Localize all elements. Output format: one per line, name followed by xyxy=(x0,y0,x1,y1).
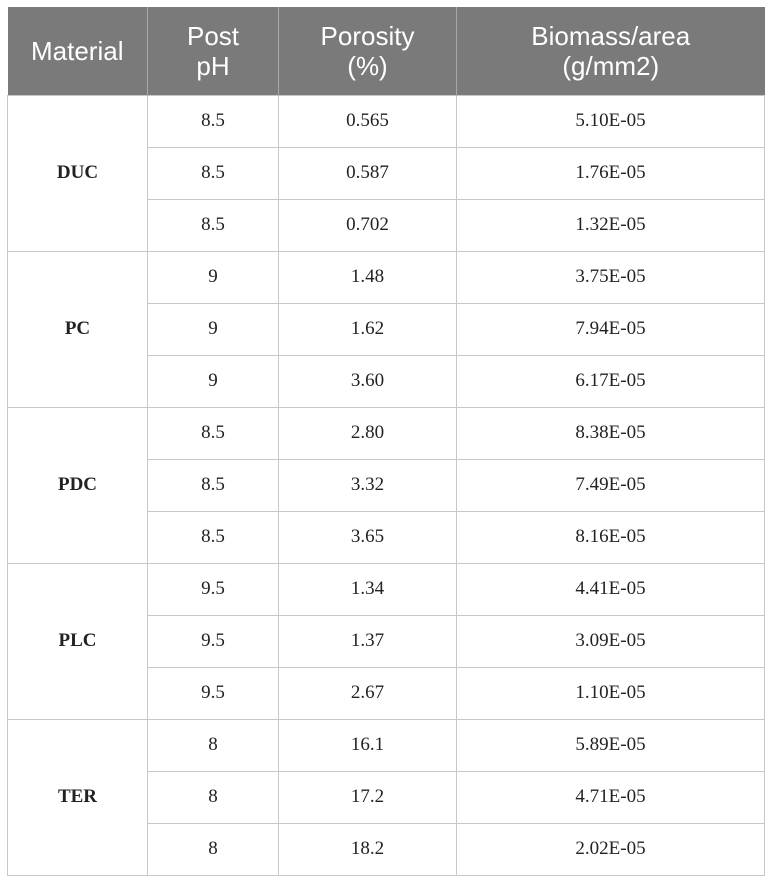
header-biomass-line-1: Biomass/area xyxy=(531,20,691,51)
header-biomass xyxy=(457,7,765,95)
material-cell: PLC xyxy=(8,563,148,719)
header-post-ph-line-2: pH xyxy=(196,50,230,81)
ph-cell: 8 xyxy=(148,771,279,823)
ph-cell: 8.5 xyxy=(148,199,279,251)
porosity-cell: 17.2 xyxy=(279,771,457,823)
porosity-cell: 1.48 xyxy=(279,251,457,303)
table-header xyxy=(8,7,765,95)
porosity-cell: 3.65 xyxy=(279,511,457,563)
porosity-cell: 16.1 xyxy=(279,719,457,771)
ph-cell: 9.5 xyxy=(148,563,279,615)
biomass-cell: 7.94E-05 xyxy=(457,303,765,355)
porosity-cell: 0.702 xyxy=(279,199,457,251)
porosity-cell: 0.587 xyxy=(279,147,457,199)
biomass-cell: 1.10E-05 xyxy=(457,667,765,719)
biomass-cell: 6.17E-05 xyxy=(457,355,765,407)
biomass-cell: 5.10E-05 xyxy=(457,95,765,147)
biomass-cell: 4.71E-05 xyxy=(457,771,765,823)
table-row xyxy=(8,251,765,303)
biomass-cell: 2.02E-05 xyxy=(457,823,765,875)
header-porosity-line-1: Porosity xyxy=(320,20,415,51)
biomass-cell: 4.41E-05 xyxy=(457,563,765,615)
ph-cell: 9.5 xyxy=(148,615,279,667)
porosity-cell: 18.2 xyxy=(279,823,457,875)
ph-cell: 8.5 xyxy=(148,459,279,511)
ph-cell: 8.5 xyxy=(148,511,279,563)
header-biomass-line-2: (g/mm2) xyxy=(562,50,660,81)
ph-cell: 9 xyxy=(148,303,279,355)
material-cell: PC xyxy=(8,251,148,407)
table-row xyxy=(8,95,765,147)
table-row xyxy=(8,563,765,615)
biomass-cell: 5.89E-05 xyxy=(457,719,765,771)
header-post-ph-line-1: Post xyxy=(186,20,240,51)
biomass-cell: 1.32E-05 xyxy=(457,199,765,251)
biomass-cell: 8.16E-05 xyxy=(457,511,765,563)
ph-cell: 8 xyxy=(148,719,279,771)
porosity-cell: 2.67 xyxy=(279,667,457,719)
table-row xyxy=(8,719,765,771)
ph-cell: 8.5 xyxy=(148,95,279,147)
material-cell: TER xyxy=(8,719,148,875)
porosity-cell: 3.32 xyxy=(279,459,457,511)
table-body xyxy=(8,95,765,875)
porosity-cell: 3.60 xyxy=(279,355,457,407)
header-porosity-line-2: (%) xyxy=(347,50,388,81)
ph-cell: 8.5 xyxy=(148,147,279,199)
table-row xyxy=(8,407,765,459)
porosity-cell: 2.80 xyxy=(279,407,457,459)
ph-cell: 9.5 xyxy=(148,667,279,719)
material-cell: DUC xyxy=(8,95,148,251)
header-material xyxy=(8,7,148,95)
biomass-cell: 7.49E-05 xyxy=(457,459,765,511)
header-post-ph xyxy=(148,7,279,95)
ph-cell: 9 xyxy=(148,355,279,407)
header-material-line: Material xyxy=(31,35,124,66)
porosity-cell: 1.37 xyxy=(279,615,457,667)
ph-cell: 8.5 xyxy=(148,407,279,459)
porosity-cell: 0.565 xyxy=(279,95,457,147)
ph-cell: 9 xyxy=(148,251,279,303)
biomass-cell: 1.76E-05 xyxy=(457,147,765,199)
biomass-cell: 3.75E-05 xyxy=(457,251,765,303)
biomass-cell: 8.38E-05 xyxy=(457,407,765,459)
data-table xyxy=(7,7,765,876)
header-porosity xyxy=(279,7,457,95)
ph-cell: 8 xyxy=(148,823,279,875)
biomass-cell: 3.09E-05 xyxy=(457,615,765,667)
porosity-cell: 1.62 xyxy=(279,303,457,355)
header-row xyxy=(8,7,765,95)
material-cell: PDC xyxy=(8,407,148,563)
porosity-cell: 1.34 xyxy=(279,563,457,615)
